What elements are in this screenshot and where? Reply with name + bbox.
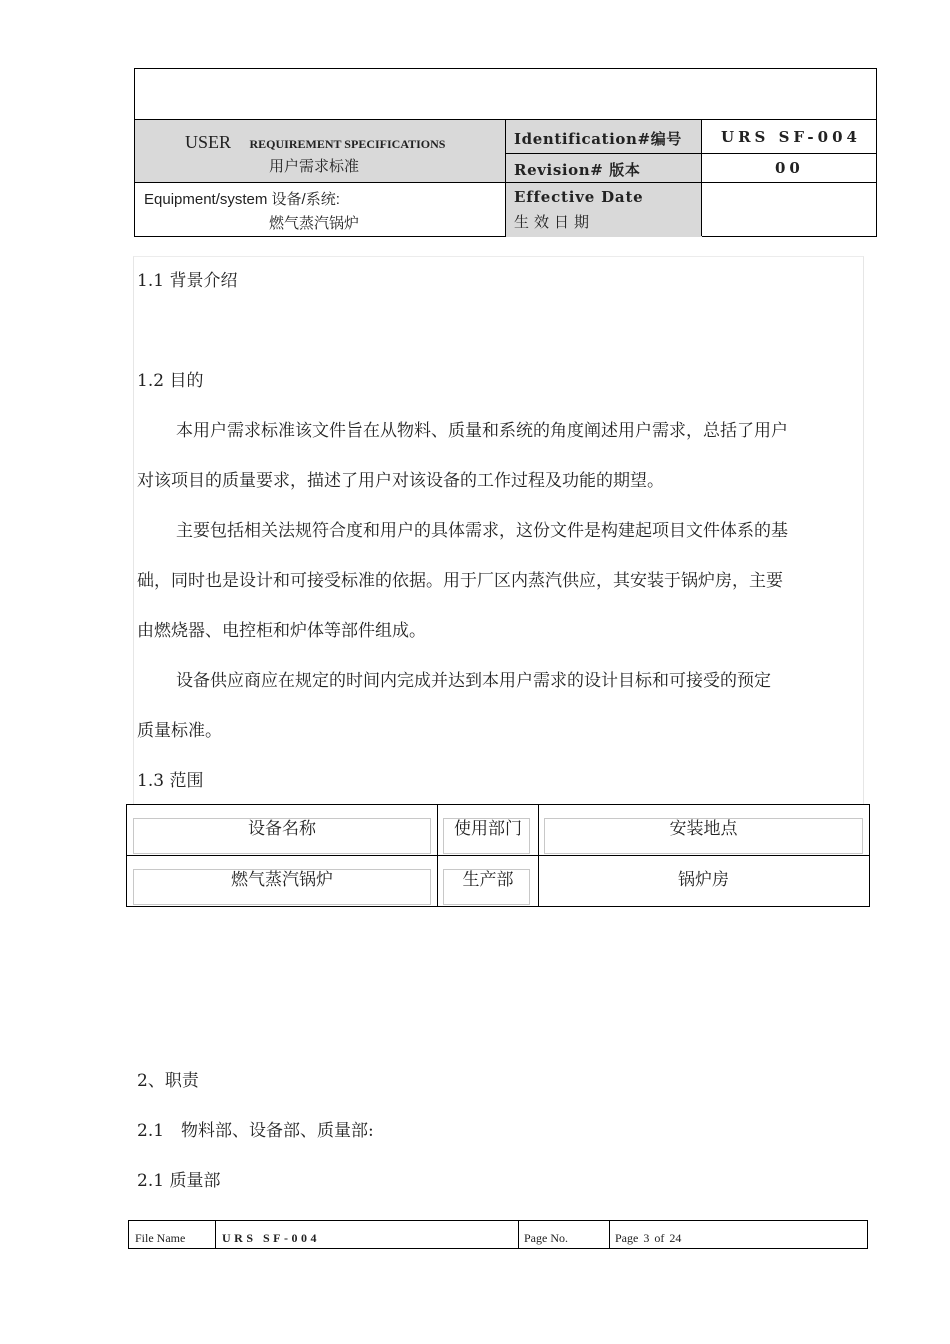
divider: [437, 805, 438, 906]
file-name-value: URS SF-004: [222, 1231, 321, 1245]
page-no-value: Page 3 of 24: [615, 1231, 682, 1245]
footer-table: [128, 1220, 868, 1249]
section-2-1-quality-heading: 2.1 质量部: [137, 1171, 221, 1191]
section-1-3-heading: 1.3 范围: [137, 771, 204, 791]
identification-label: Identification#编号: [514, 130, 682, 148]
paragraph-purpose-line: 本用户需求标准该文件旨在从物料、质量和系统的角度阐述用户需求，总括了用户: [176, 421, 788, 441]
divider: [505, 119, 506, 236]
doc-title-cn: 用户需求标准: [269, 157, 360, 175]
section-2-heading: 2、职责: [137, 1071, 199, 1091]
scope-table: [126, 804, 870, 907]
section-2-1-heading: 2.1 物料部、设备部、质量部:: [137, 1121, 374, 1141]
paragraph-supplier-line: 设备供应商应在规定的时间内完成并达到本用户需求的设计目标和可接受的预定: [176, 671, 771, 691]
title-word-user: USER: [185, 132, 232, 152]
header-location: 安装地点: [669, 819, 738, 839]
header-department: 使用部门: [454, 819, 522, 839]
divider: [609, 1221, 610, 1248]
doc-title-en: [185, 132, 445, 153]
page-no-label: Page No.: [524, 1231, 568, 1245]
divider: [538, 805, 539, 906]
file-name-label: File Name: [135, 1231, 186, 1245]
effective-date-label: Effective Date: [514, 188, 644, 206]
cell-equipment-name: 燃气蒸汽锅炉: [231, 870, 333, 890]
paragraph-scope-line: 由燃烧器、电控柜和炉体等部件组成。: [137, 621, 426, 641]
equipment-label: Equipment/system 设备/系统:: [144, 191, 340, 208]
paragraph-scope-line: 主要包括相关法规符合度和用户的具体需求，这份文件是构建起项目文件体系的基: [176, 521, 788, 541]
cell-location: 锅炉房: [678, 870, 729, 890]
divider: [506, 153, 876, 154]
equipment-value: 燃气蒸汽锅炉: [269, 214, 360, 232]
divider: [701, 119, 702, 236]
revision-value: 00: [775, 159, 804, 177]
divider: [215, 1221, 216, 1248]
header-equipment-name: 设备名称: [248, 819, 316, 839]
document-header-table: [134, 68, 877, 237]
divider: [518, 1221, 519, 1248]
paragraph-purpose-line: 对该项目的质量要求，描述了用户对该设备的工作过程及功能的期望。: [137, 471, 664, 491]
paragraph-supplier-line: 质量标准。: [137, 721, 222, 741]
identification-value: URS SF-004: [721, 128, 861, 146]
divider: [127, 855, 869, 856]
revision-label: Revision# 版本: [514, 161, 641, 179]
section-1-2-heading: 1.2 目的: [137, 371, 204, 391]
paragraph-scope-line: 础，同时也是设计和可接受标准的依据。用于厂区内蒸汽供应，其安装于锅炉房，主要: [137, 571, 783, 591]
section-1-1-heading: 1.1 背景介绍: [137, 271, 238, 291]
title-rest: REQUIREMENT SPECIFICATIONS: [249, 137, 446, 151]
effective-date-label-cn: 生效日期: [514, 213, 595, 231]
cell-department: 生产部: [462, 870, 514, 890]
